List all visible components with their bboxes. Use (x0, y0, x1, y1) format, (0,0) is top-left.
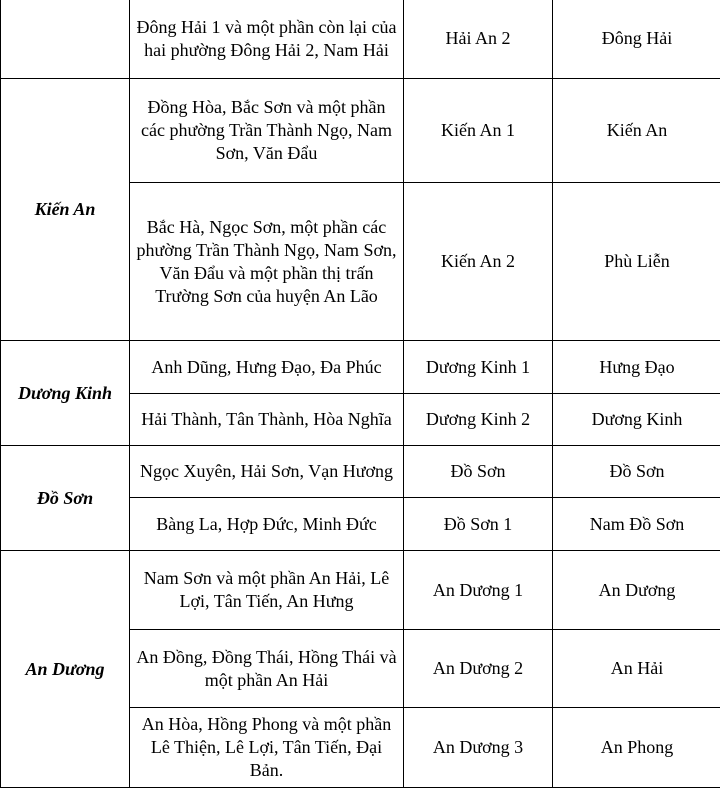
old-ward-cell: An Dương 1 (404, 551, 553, 630)
table-row (1, 551, 720, 630)
district-cell: Dương Kinh (1, 341, 130, 446)
old-ward-cell: Kiến An 1 (404, 79, 553, 183)
district-cell: An Dương (1, 551, 130, 788)
merged-wards-cell: Đồng Hòa, Bắc Sơn và một phần các phường Trần Thành Ngọ, Nam Sơn, Văn Đẩu (130, 79, 404, 183)
old-ward-cell: Hải An 2 (404, 0, 553, 79)
district-cell: Kiến An (1, 79, 130, 341)
new-ward-cell: An Dương (553, 551, 720, 630)
table-row (1, 79, 720, 183)
table-row (1, 341, 720, 394)
old-ward-cell: An Dương 3 (404, 708, 553, 788)
district-cell: Đồ Sơn (1, 446, 130, 551)
district-cell-empty (1, 0, 130, 79)
merged-wards-cell: Anh Dũng, Hưng Đạo, Đa Phúc (130, 341, 404, 394)
merged-wards-cell: An Đồng, Đồng Thái, Hồng Thái và một phần An Hải (130, 630, 404, 708)
new-ward-cell: An Phong (553, 708, 720, 788)
old-ward-cell: Kiến An 2 (404, 183, 553, 341)
new-ward-cell: Kiến An (553, 79, 720, 183)
merged-wards-cell: Bắc Hà, Ngọc Sơn, một phần các phường Trần Thành Ngọ, Nam Sơn, Văn Đẩu và một phần thị trấn Trường Sơn của huyện An Lão (130, 183, 404, 341)
new-ward-cell: An Hải (553, 630, 720, 708)
merged-wards-cell: Hải Thành, Tân Thành, Hòa Nghĩa (130, 394, 404, 446)
table-row (1, 0, 720, 79)
new-ward-cell: Dương Kinh (553, 394, 720, 446)
old-ward-cell: An Dương 2 (404, 630, 553, 708)
merged-wards-cell: Bàng La, Hợp Đức, Minh Đức (130, 498, 404, 551)
merged-wards-cell: Đông Hải 1 và một phần còn lại của hai phường Đông Hải 2, Nam Hải (130, 0, 404, 79)
merged-wards-cell: An Hòa, Hồng Phong và một phần Lê Thiện, Lê Lợi, Tân Tiến, Đại Bản. (130, 708, 404, 788)
new-ward-cell: Nam Đồ Sơn (553, 498, 720, 551)
old-ward-cell: Đồ Sơn 1 (404, 498, 553, 551)
new-ward-cell: Đông Hải (553, 0, 720, 79)
old-ward-cell: Dương Kinh 2 (404, 394, 553, 446)
merged-wards-cell: Ngọc Xuyên, Hải Sơn, Vạn Hương (130, 446, 404, 498)
new-ward-cell: Đồ Sơn (553, 446, 720, 498)
new-ward-cell: Phù Liễn (553, 183, 720, 341)
merged-wards-cell: Nam Sơn và một phần An Hải, Lê Lợi, Tân Tiến, An Hưng (130, 551, 404, 630)
old-ward-cell: Đồ Sơn (404, 446, 553, 498)
table-row (1, 446, 720, 498)
old-ward-cell: Dương Kinh 1 (404, 341, 553, 394)
new-ward-cell: Hưng Đạo (553, 341, 720, 394)
